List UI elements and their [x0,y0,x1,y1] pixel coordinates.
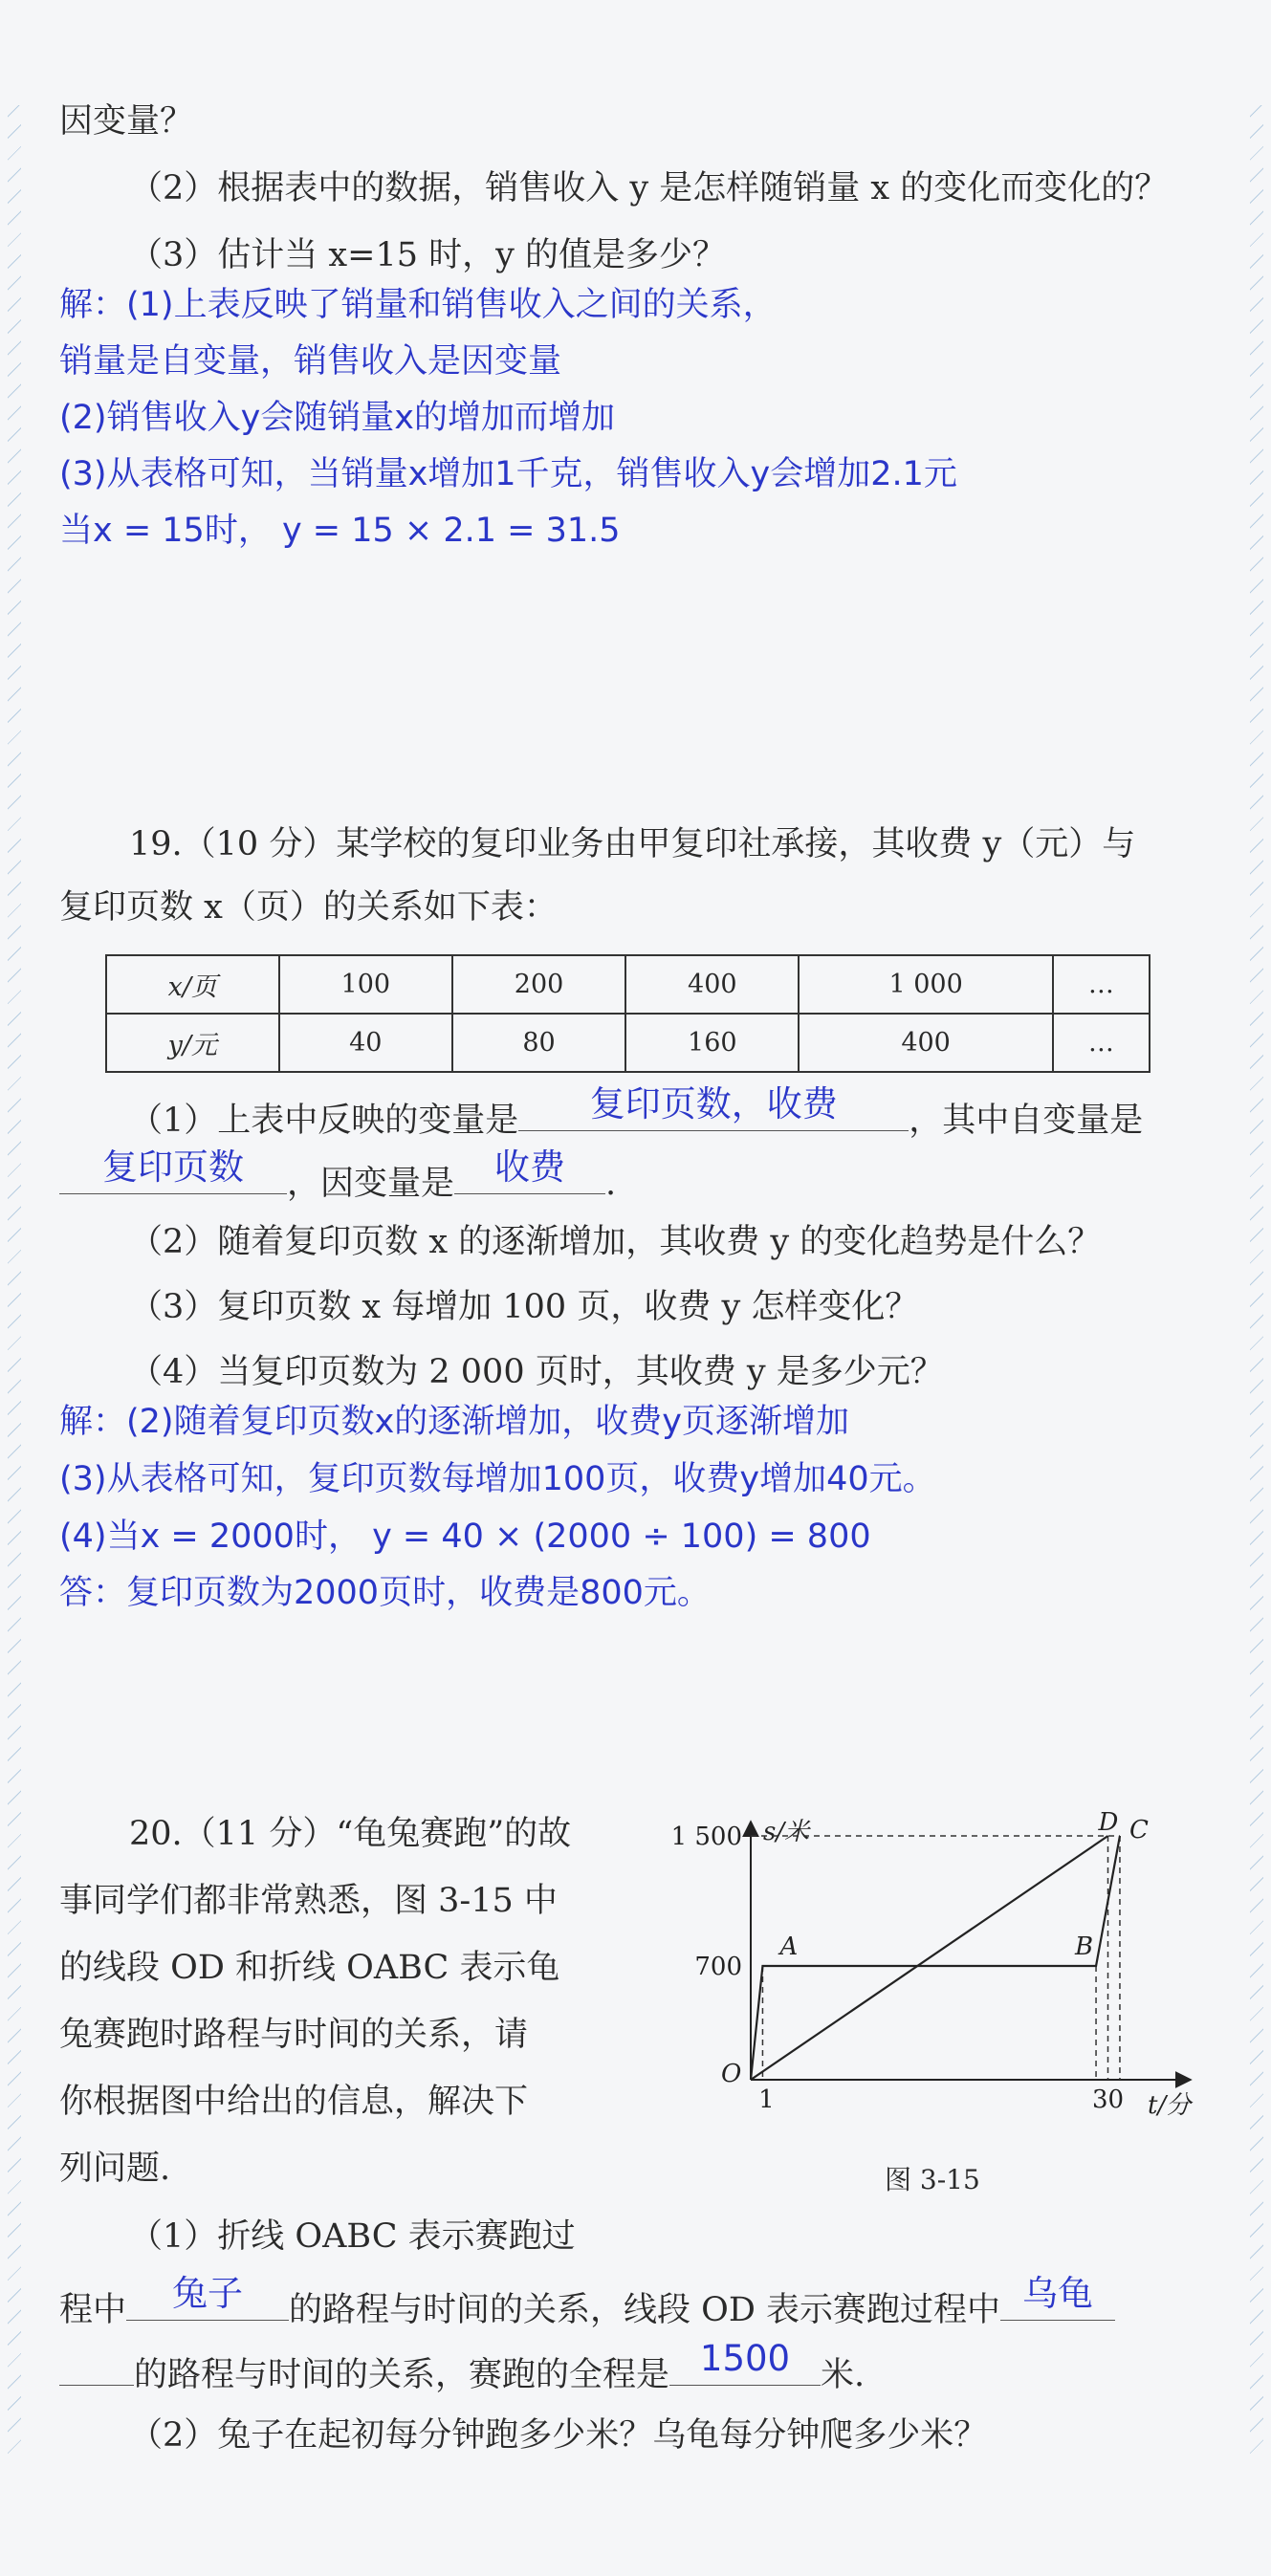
q20-sub1-text-c: 的路程与时间的关系，线段 OD 表示赛跑过程中 [289,2291,1001,2329]
q19-sub1-line1 [129,1082,1144,1143]
q18-answer-3: (2)销售收入y会随销量x的增加而增加 [59,399,616,437]
q18-sub2: （2）根据表中的数据，销售收入 y 是怎样随销量 x 的变化而变化的？ [129,169,1169,207]
table-cell: 400 [799,1014,1052,1072]
q20-stem-line5: 你根据图中给出的信息，解决下 [59,2083,529,2121]
q19-sub4: （4）当复印页数为 2 000 页时，其收费 y 是多少元？ [129,1353,944,1391]
q19-blank-variables [518,1082,909,1131]
x-tick-label: 1 [758,2085,775,2114]
q18-line-top: 因变量？ [59,102,194,141]
q19-sub1-text-d: . [605,1165,617,1203]
q19-sub1-text-b: ，其中自变量是 [909,1102,1144,1140]
q20-blank-rabbit [126,2272,289,2321]
table-cell: … [1053,955,1150,1014]
q19-answer-1: 解：(2)随着复印页数x的逐渐增加，收费y页逐渐增加 [59,1403,850,1441]
q19-fill-independent: 复印页数 [102,1146,244,1188]
table-cell: x/页 [106,955,279,1014]
q20-sub1-text-d: 的路程与时间的关系，赛跑的全程是 [134,2356,670,2394]
q18-sub3: （3）估计当 x=15 时，y 的值是多少？ [129,236,727,274]
y-axis-label: s/米 [763,1818,810,1846]
q20-sub1-line1: （1）折线 OABC 表示赛跑过 [129,2217,576,2256]
q20-stem-line4: 兔赛跑时路程与时间的关系，请 [59,2016,529,2054]
q19-sub2: （2）随着复印页数 x 的逐渐增加，其收费 y 的变化趋势是什么？ [129,1223,1102,1261]
q19-blank-dependent [454,1146,605,1194]
q20-sub1-text-b: 程中 [59,2291,127,2329]
q19-blank-independent [59,1146,287,1194]
table-cell: 100 [279,955,452,1014]
q19-answer-4: 答：复印页数为2000页时，收费是800元。 [59,1574,711,1612]
q19-fill-dependent: 收费 [494,1146,566,1188]
table-cell: 200 [452,955,625,1014]
table-cell: 1 000 [799,955,1052,1014]
q18-answer-5: 当x = 15时， y = 15 × 2.1 = 31.5 [59,512,621,550]
x-tick-label: 30 [1091,2085,1125,2114]
q18-answer-2: 销量是自变量，销售收入是因变量 [59,342,562,381]
q20-sub1-text-e: 米. [821,2356,866,2394]
origin-label: O [721,2060,742,2088]
q20-stem-line2: 事同学们都非常熟悉，图 3-15 中 [59,1882,558,1920]
decorative-border-left [8,105,21,2461]
point-label-b: B [1075,1932,1094,1961]
q20-blank-continued [59,2348,134,2386]
q20-blank-tortoise [1000,2272,1115,2321]
x-axis-label: t/分 [1148,2091,1192,2120]
q18-answer-1: 解：(1)上表反映了销量和销售收入之间的关系， [59,286,777,324]
q19-fill-variables: 复印页数，收费 [589,1082,838,1124]
table-row [106,955,1150,1014]
series-line-od [751,1836,1108,2080]
q20-fill-rabbit: 兔子 [172,2272,244,2314]
q19-table [105,954,1150,1073]
q20-stem-line6: 列问题. [59,2150,171,2188]
q19-sub3: （3）复印页数 x 每增加 100 页，收费 y 怎样变化？ [129,1288,919,1326]
y-tick-label: 1 500 [670,1823,742,1851]
q20-stem-line1: 20.（11 分）“龟兔赛跑”的故 [129,1815,572,1853]
q19-sub1-text-c: ，因变量是 [287,1165,455,1203]
point-label-c: C [1129,1816,1149,1845]
table-cell: y/元 [106,1014,279,1072]
q20-sub1-line2 [59,2272,1115,2332]
q20-fill-distance: 1500 [699,2337,791,2379]
figure-3-15 [660,1807,1205,2151]
table-row [106,1014,1150,1072]
table-cell: 160 [625,1014,799,1072]
y-tick-label: 700 [694,1953,742,1981]
q20-blank-distance [669,2337,821,2386]
q18-answer-4: (3)从表格可知，当销量x增加1千克，销售收入y会增加2.1元 [59,455,957,493]
chart-marks [751,1836,1120,2080]
decorative-border-right [1250,105,1263,2461]
q20-sub1-line3 [59,2337,866,2397]
point-label-d: D [1098,1808,1119,1837]
table-cell: 40 [279,1014,452,1072]
q20-stem-line3: 的线段 OD 和折线 OABC 表示龟 [59,1949,560,1987]
table-cell: 80 [452,1014,625,1072]
q19-answer-3: (4)当x = 2000时， y = 40 × (2000 ÷ 100) = 800 [59,1517,871,1556]
q19-sub1-text-a: （1）上表中反映的变量是 [129,1102,519,1140]
q20-sub2: （2）兔子在起初每分钟跑多少米？乌龟每分钟爬多少米？ [129,2416,988,2455]
table-cell: … [1053,1014,1150,1072]
q20-fill-tortoise: 乌龟 [1022,2272,1094,2314]
q19-stem-line1: 19.（10 分）某学校的复印业务由甲复印社承接，其收费 y（元）与 [129,825,1136,863]
q19-stem-line2: 复印页数 x（页）的关系如下表： [59,888,558,927]
figure-caption: 图 3-15 [885,2164,980,2195]
table-cell: 400 [625,955,799,1014]
q19-sub1-line2 [59,1146,617,1206]
point-label-a: A [779,1932,799,1961]
q19-answer-2: (3)从表格可知，复印页数每增加100页，收费y增加40元。 [59,1460,936,1498]
